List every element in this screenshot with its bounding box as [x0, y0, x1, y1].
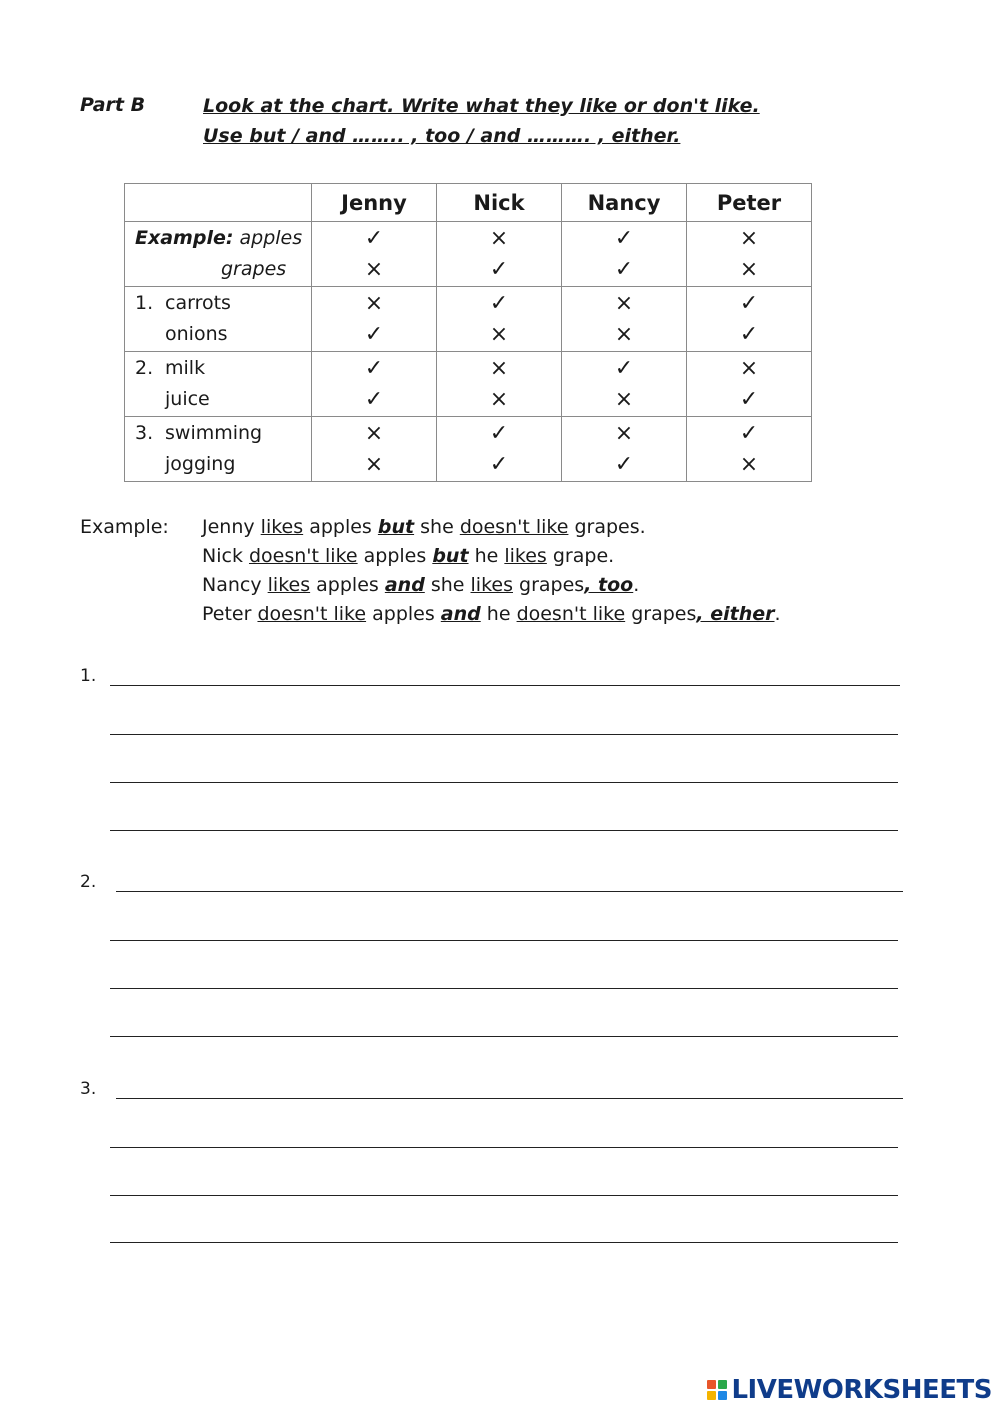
sentence-segment: Nancy [202, 574, 268, 596]
header-person: Nancy [562, 184, 687, 222]
item-label: milk [165, 357, 206, 379]
example-sentence [202, 603, 781, 625]
cross-icon: × [489, 322, 509, 347]
mark-cell [687, 352, 812, 417]
sentence-segment: but [377, 516, 415, 538]
sentence-segment: apples [310, 574, 385, 596]
answer-line[interactable] [110, 830, 898, 831]
answer-line[interactable] [110, 1195, 898, 1196]
cross-icon: × [489, 356, 509, 381]
example-label: Example: [80, 516, 169, 538]
item-label: jogging [165, 453, 236, 475]
sentence-segment: Jenny [202, 516, 261, 538]
check-icon: ✓ [489, 452, 509, 477]
chart-group-example [125, 222, 812, 287]
check-icon: ✓ [364, 226, 384, 251]
chart-group-1 [125, 287, 812, 352]
chart-header-row [125, 184, 812, 222]
item-label: juice [165, 388, 210, 410]
check-icon: ✓ [614, 452, 634, 477]
sentence-segment: grapes. [568, 516, 646, 538]
sentence-segment: she [424, 574, 471, 596]
group-number: 2. [135, 357, 154, 379]
mark-cell [437, 417, 562, 482]
item-label: carrots [165, 292, 231, 314]
logo-square [718, 1380, 727, 1389]
answer-line[interactable] [110, 734, 898, 735]
cross-icon: × [364, 291, 384, 316]
answer-line[interactable] [110, 1242, 898, 1243]
sentence-segment: apples [303, 516, 378, 538]
mark-cell [312, 222, 437, 287]
header-corner [125, 184, 312, 222]
sentence-segment: and [440, 603, 481, 625]
cross-icon: × [364, 257, 384, 282]
answer-line[interactable] [110, 685, 900, 686]
header-person: Peter [687, 184, 812, 222]
sentence-segment: doesn't like [459, 516, 569, 538]
group-labels [125, 417, 312, 482]
sentence-segment: she [414, 516, 460, 538]
cross-icon: × [739, 226, 759, 251]
question-number: 3. [80, 1079, 97, 1099]
check-icon: ✓ [364, 356, 384, 381]
check-icon: ✓ [739, 291, 759, 316]
example-sentence [202, 516, 646, 538]
mark-cell [687, 287, 812, 352]
answer-line[interactable] [110, 940, 898, 941]
cross-icon: × [614, 322, 634, 347]
sentence-segment: likes [504, 545, 547, 567]
example-sentence [202, 545, 614, 567]
sentence-segment: likes [267, 574, 311, 596]
answer-line[interactable] [116, 1098, 903, 1099]
check-icon: ✓ [489, 257, 509, 282]
cross-icon: × [739, 452, 759, 477]
check-icon: ✓ [489, 421, 509, 446]
sentence-segment: doesn't like [516, 603, 626, 625]
sentence-segment: grapes [625, 603, 697, 625]
answer-line[interactable] [110, 1036, 898, 1037]
sentence-segment: grapes [513, 574, 585, 596]
part-label: Part B [80, 94, 146, 116]
mark-cell [562, 417, 687, 482]
check-icon: ✓ [614, 257, 634, 282]
mark-cell [312, 417, 437, 482]
check-icon: ✓ [364, 322, 384, 347]
sentence-segment: he [480, 603, 517, 625]
mark-cell [562, 352, 687, 417]
check-icon: ✓ [614, 356, 634, 381]
logo-square [707, 1391, 716, 1400]
item-label: grapes [221, 258, 287, 280]
group-labels [125, 222, 312, 287]
cross-icon: × [489, 226, 509, 251]
liveworksheets-logo [707, 1375, 992, 1405]
item-label: apples [239, 227, 303, 249]
sentence-segment: apples [366, 603, 441, 625]
item-label: swimming [165, 422, 263, 444]
group-labels [125, 352, 312, 417]
instruction-line-2: Use but / and …….. , too / and ………. , either. [203, 125, 681, 147]
answer-line[interactable] [110, 988, 898, 989]
header-person: Jenny [312, 184, 437, 222]
chart-group-2 [125, 352, 812, 417]
sentence-segment: , either [696, 603, 775, 625]
check-icon: ✓ [739, 421, 759, 446]
cross-icon: × [489, 387, 509, 412]
mark-cell [687, 417, 812, 482]
cross-icon: × [739, 257, 759, 282]
logo-square [718, 1391, 727, 1400]
mark-cell [562, 222, 687, 287]
example-prefix: Example: [135, 227, 234, 249]
cross-icon: × [614, 421, 634, 446]
mark-cell [437, 222, 562, 287]
check-icon: ✓ [489, 291, 509, 316]
sentence-segment: but [432, 545, 469, 567]
sentence-segment: doesn't like [248, 545, 358, 567]
sentence-segment: likes [470, 574, 513, 596]
chart-group-3 [125, 417, 812, 482]
brand-text: LIVEWORKSHEETS [731, 1375, 992, 1405]
answer-line[interactable] [110, 1147, 898, 1148]
mark-cell [687, 222, 812, 287]
mark-cell [437, 352, 562, 417]
sentence-segment: . [633, 574, 640, 596]
sentence-segment: grape. [546, 545, 615, 567]
check-icon: ✓ [739, 387, 759, 412]
group-labels [125, 287, 312, 352]
question-number: 2. [80, 872, 97, 892]
check-icon: ✓ [364, 387, 384, 412]
mark-cell [562, 287, 687, 352]
cross-icon: × [614, 387, 634, 412]
likes-chart [124, 183, 812, 482]
instruction-line-1: Look at the chart. Write what they like or don't like. [203, 95, 760, 117]
question-number: 1. [80, 666, 97, 686]
logo-square [707, 1380, 716, 1389]
cross-icon: × [739, 356, 759, 381]
answer-line[interactable] [116, 891, 903, 892]
check-icon: ✓ [739, 322, 759, 347]
sentence-segment: and [384, 574, 425, 596]
group-number: 3. [135, 422, 154, 444]
item-label: onions [165, 323, 228, 345]
logo-grid-icon [707, 1380, 727, 1400]
sentence-segment: . [774, 603, 781, 625]
mark-cell [312, 287, 437, 352]
answer-line[interactable] [110, 782, 898, 783]
check-icon: ✓ [614, 226, 634, 251]
sentence-segment: doesn't like [257, 603, 367, 625]
mark-cell [312, 352, 437, 417]
mark-cell [437, 287, 562, 352]
sentence-segment: Nick [202, 545, 249, 567]
sentence-segment: Peter [202, 603, 258, 625]
example-sentence [202, 574, 639, 596]
sentence-segment: , too [584, 574, 634, 596]
sentence-segment: likes [260, 516, 304, 538]
cross-icon: × [364, 421, 384, 446]
header-person: Nick [437, 184, 562, 222]
sentence-segment: apples [357, 545, 433, 567]
sentence-segment: he [468, 545, 505, 567]
cross-icon: × [364, 452, 384, 477]
cross-icon: × [614, 291, 634, 316]
group-number: 1. [135, 292, 154, 314]
